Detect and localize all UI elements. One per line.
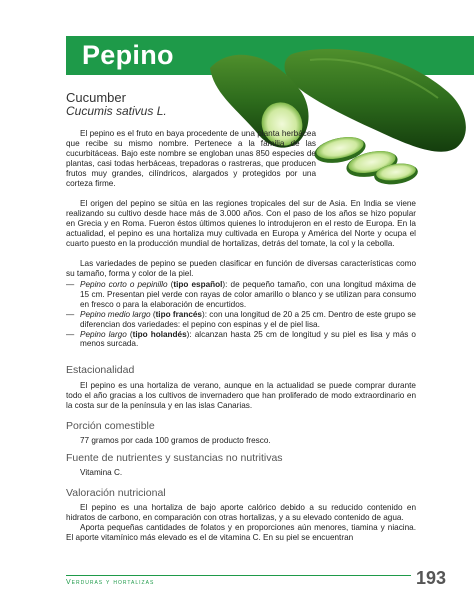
footer-rule xyxy=(66,575,411,576)
section-heading-seasonality: Estacionalidad xyxy=(66,364,135,376)
common-name: Cucumber xyxy=(66,90,126,105)
page-title: Pepino xyxy=(82,40,174,70)
section-heading-sources: Fuente de nutrientes y sustancias no nutritivas xyxy=(66,452,283,464)
nutrition-paragraph: El pepino es una hortaliza de bajo aporte calórico debido a su reducido contenido en hidratos de carbono, en comparación con otras hortalizas, y a su elevado contenido de agua. Aporta pequeñas cantidades de folatos y en proporciones aún menores, tiamina y niacina. El aporte vitamínico más elevado es el de vitamina C. En su piel se encuentran xyxy=(66,503,416,542)
section-heading-portion: Porción comestible xyxy=(66,420,155,432)
list-item: — Pepino largo (tipo holandés): alcanzan hasta 25 cm de longitud y su piel es lisa y más o menos surcada. xyxy=(66,330,416,350)
scientific-name: Cucumis sativus L. xyxy=(66,104,167,118)
portion-paragraph: 77 gramos por cada 100 gramos de producto fresco. xyxy=(80,436,271,445)
list-item: — Pepino corto o pepinillo (tipo español): de pequeño tamaño, con una longitud máxima de 15 cm. Presentan piel verde con rayas de color amarillo o blanco y se utilizan para consumo en fresco o para la elaboración de encurtidos. xyxy=(66,280,416,310)
varieties-list xyxy=(66,280,416,349)
sources-paragraph: Vitamina C. xyxy=(80,468,123,477)
origin-paragraph: El origen del pepino se sitúa en las regiones tropicales del sur de Asia. En India se viene realizando su cultivo desde hace más de 3.000 años. Con el paso de los años se hizo popular en Grecia y en Roma. Fueron éstos últimos quienes lo introdujeron en el resto de Europa. En la actualidad, el pepino es una hortaliza muy cultivada en Europa y América del Norte y ocupa el cuarto puesto en la producción mundial de hortalizas, detrás del tomate, la col y la cebolla. xyxy=(66,199,416,248)
page-number: 193 xyxy=(416,568,447,588)
list-item: — Pepino medio largo (tipo francés): con una longitud de 20 a 25 cm. Dentro de este grupo se diferencian dos variedades: el pepino con espinas y el de piel lisa. xyxy=(66,310,416,330)
varieties-intro: Las variedades de pepino se pueden clasificar en función de diversas características como su tamaño, forma y color de la piel. xyxy=(66,259,416,278)
seasonality-paragraph: El pepino es una hortaliza de verano, aunque en la actualidad se puede comprar durante todo el año gracias a los cultivos de invernadero que han proliferado de modo extraordinario en la costa sur de la península y en las islas Canarias. xyxy=(66,381,416,410)
intro-paragraph: El pepino es el fruto en baya procedente de una planta herbácea que recibe su mismo nombre. Pertenece a la familia de las cucurbitáceas. Bajo este nombre se engloban unas 850 especies de plantas, casi todas herbáceas, trepadoras o rastreras, que producen frutos muy grandes, cilíndricos, alargados y protegidos por una corteza firme. xyxy=(66,129,316,188)
footer-section-label: Verduras y hortalizas xyxy=(66,579,155,586)
section-heading-nutrition: Valoración nutricional xyxy=(66,487,166,499)
